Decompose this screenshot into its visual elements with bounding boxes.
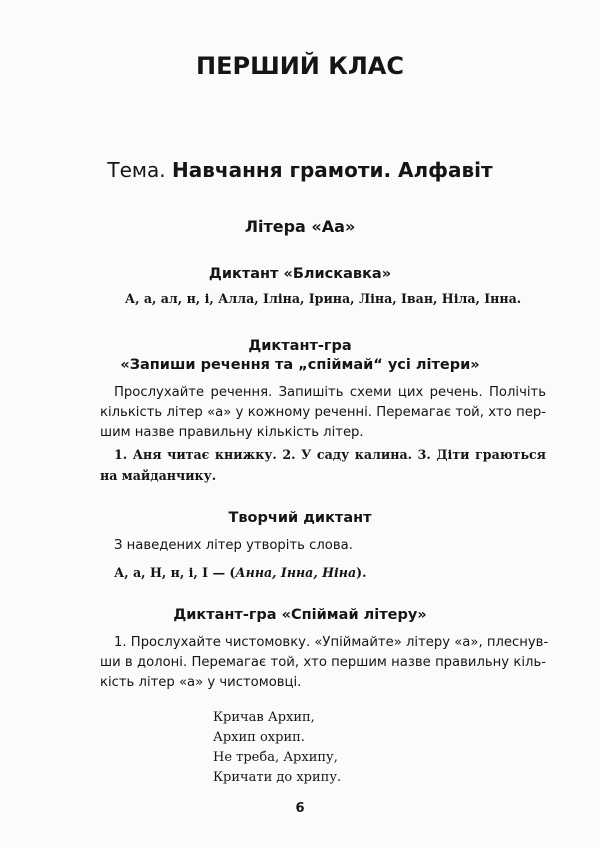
letters-end: ). [356, 565, 367, 580]
topic-prefix: Тема. [107, 158, 172, 182]
section-subheading: «Запиши речення та „спіймай“ усі літери» [120, 357, 480, 373]
paragraph-line: кількість літер «а» у кожному реченні. Перемагає той, хто пер- [100, 405, 546, 420]
paragraph-line: 1. Прослухайте чистомовку. «Упіймайте» літеру «а», плеснув- [114, 635, 549, 650]
paragraph-line: кість літер «а» у чистомовці. [100, 675, 302, 690]
poem-line: Кричати до хрипу. [213, 770, 342, 785]
dictation-text: А, а, ал, н, і, Алла, Іліна, Ірина, Ліна, Іван, Ніла, Інна. [124, 291, 522, 306]
sentence-line: 1. Аня читає книжку. 2. У саду калина. 3. Діти граються [114, 447, 546, 462]
paragraph-line: шим назве правильну кількість літер. [100, 425, 364, 440]
page-title: ПЕРШИЙ КЛАС [196, 52, 404, 80]
topic-name: Навчання грамоти. Алфавіт [171, 158, 493, 182]
instruction: З наведених літер утворіть слова. [114, 538, 353, 553]
answer: Анна, Інна, Ніна [235, 565, 357, 580]
poem-line: Кричав Архип, [213, 710, 315, 725]
paragraph-line: ши в долоні. Перемагає той, хто першим назве правильну кіль- [100, 655, 546, 670]
poem-line: Архип охрип. [213, 730, 305, 745]
sentence-line: на майданчику. [100, 468, 217, 483]
paragraph-line: Прослухайте речення. Запишіть схеми цих речень. Полічіть [114, 385, 546, 400]
section-heading: Диктант-гра [248, 338, 352, 354]
letters: А, а, Н, н, і, І — ( [114, 565, 236, 580]
section-heading: Диктант «Блискавка» [208, 266, 392, 282]
poem-line: Не треба, Архипу, [213, 750, 338, 765]
letters-line [114, 565, 560, 580]
letter-heading: Літера «Аа» [244, 217, 356, 236]
topic-heading [0, 158, 600, 182]
section-heading: Творчий диктант [228, 510, 372, 526]
section-heading: Диктант-гра «Спіймай літеру» [173, 607, 427, 623]
page-number: 6 [295, 801, 305, 816]
